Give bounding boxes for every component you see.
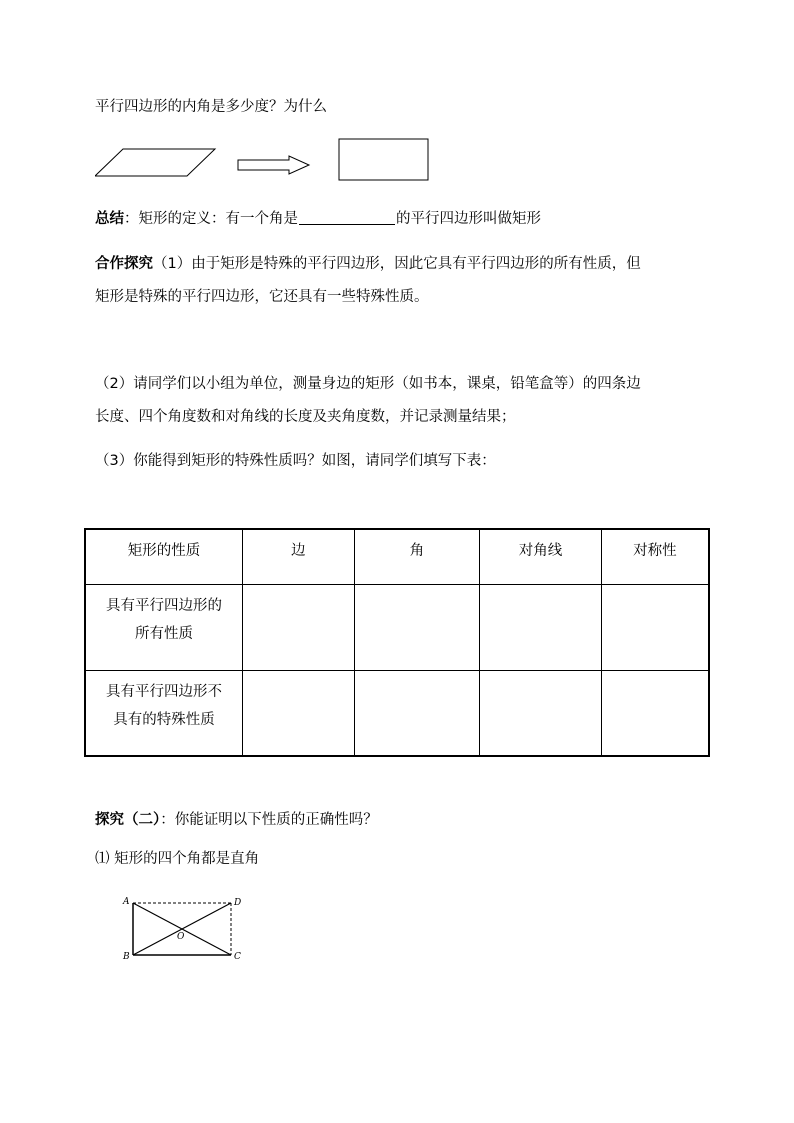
table-header-cell: 角 — [354, 529, 480, 584]
coop-label: 合作探究 — [95, 256, 153, 272]
step2-line-2: 长度、四个角度数和对角线的长度及夹角度数，并记录测量结果； — [95, 409, 516, 425]
row-label-cell — [85, 670, 242, 756]
row-label-line: 具有平行四边形不 — [105, 683, 222, 700]
table-header-cell: 对角线 — [480, 529, 602, 584]
center-label-o: O — [177, 932, 185, 942]
table-header-cell: 矩形的性质 — [85, 529, 242, 584]
table-input-cell[interactable] — [480, 670, 602, 756]
summary-text-after: 的平行四边形叫做矩形 — [396, 211, 541, 227]
summary-line — [95, 207, 541, 228]
rectangle-shape — [339, 139, 428, 180]
table-row — [85, 584, 709, 670]
explore2-text: ：你能证明以下性质的正确性吗？ — [160, 812, 378, 828]
step2-line-1: （2）请同学们以小组为单位，测量身边的矩形（如书本，课桌，铅笔盒等）的四条边 — [95, 376, 641, 392]
rectangle-abcd-figure — [118, 893, 248, 965]
angle-question: 平行四边形的内角是多少度？为什么 — [95, 99, 327, 115]
table-input-cell[interactable] — [601, 584, 709, 670]
coop-text: （1）由于矩形是特殊的平行四边形，因此它具有平行四边形的所有性质，但 — [153, 256, 641, 272]
table-input-cell[interactable] — [242, 584, 354, 670]
vertex-label-b: B — [123, 952, 130, 962]
parallelogram-shape — [95, 149, 215, 176]
row-label-line: 所有性质 — [134, 625, 193, 642]
table-header-cell: 边 — [242, 529, 354, 584]
table-input-cell[interactable] — [480, 584, 602, 670]
table-header-cell: 对称性 — [601, 529, 709, 584]
table-row — [85, 670, 709, 756]
explore2-label: 探究（二） — [95, 812, 161, 828]
vertex-label-c: C — [234, 952, 241, 962]
properties-table — [84, 528, 710, 757]
summary-text-before: ：矩形的定义：有一个角是 — [124, 211, 298, 227]
row-label-line: 具有的特殊性质 — [113, 711, 215, 728]
coop-line-1 — [95, 252, 641, 273]
vertex-label-a: A — [123, 897, 130, 907]
answer-blank[interactable] — [299, 210, 395, 225]
table-input-cell[interactable] — [354, 670, 480, 756]
row-label-cell — [85, 584, 242, 670]
step3-line: （3）你能得到矩形的特殊性质吗？如图，请同学们填写下表： — [95, 453, 496, 469]
property-1-line: ⑴ 矩形的四个角都是直角 — [95, 851, 260, 867]
table-input-cell[interactable] — [242, 670, 354, 756]
table-input-cell[interactable] — [601, 670, 709, 756]
table-header-row — [85, 529, 709, 584]
coop-line-2: 矩形是特殊的平行四边形，它还具有一些特殊性质。 — [95, 289, 429, 305]
row-label-line: 具有平行四边形的 — [105, 597, 222, 614]
explore2-line — [95, 808, 378, 829]
table-input-cell[interactable] — [354, 584, 480, 670]
summary-label: 总结 — [95, 211, 124, 227]
arrow-shape — [238, 156, 309, 174]
vertex-label-d: D — [234, 898, 242, 908]
parallelogram-to-rectangle-figure — [95, 138, 435, 184]
